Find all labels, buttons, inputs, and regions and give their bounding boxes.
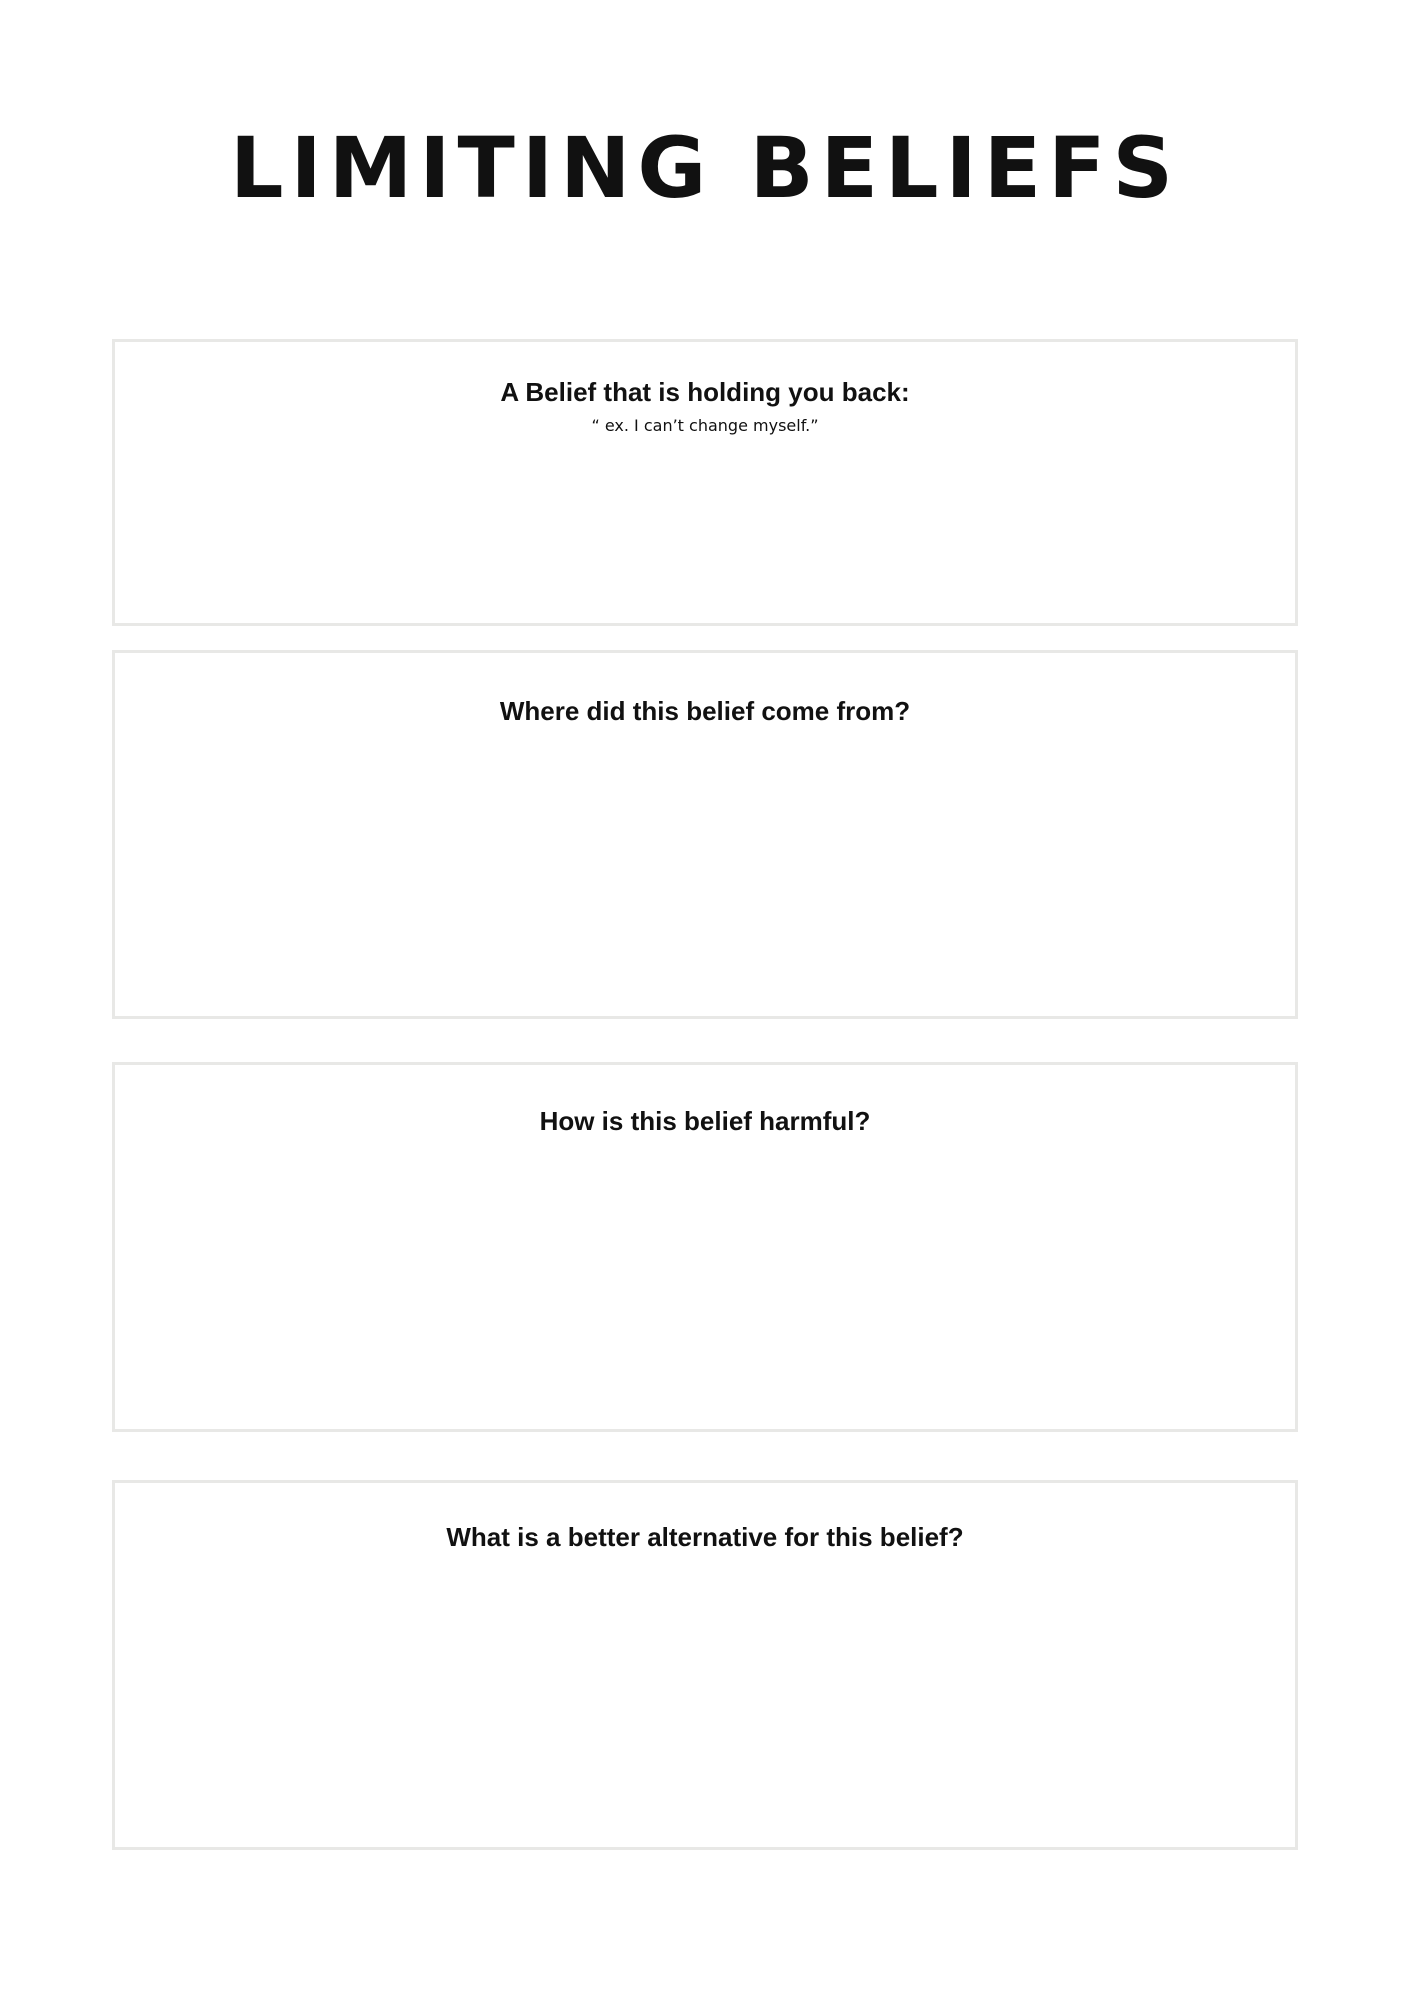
- origin-answer-area[interactable]: [135, 743, 1275, 996]
- alternative-answer-area[interactable]: [135, 1573, 1275, 1827]
- belief-question: A Belief that is holding you back:: [500, 377, 910, 407]
- harm-answer-area[interactable]: [135, 1155, 1275, 1409]
- harm-question: How is this belief harmful?: [539, 1106, 871, 1136]
- alternative-question: What is a better alternative for this belief?: [446, 1522, 964, 1552]
- belief-example: “ ex. I can’t change myself.”: [591, 416, 819, 435]
- origin-question: Where did this belief come from?: [499, 696, 911, 726]
- page-title: LIMITING BELIEFS: [229, 119, 1181, 217]
- harm-box: [112, 1062, 1298, 1432]
- origin-box: [112, 650, 1298, 1019]
- belief-box: [112, 339, 1298, 626]
- belief-answer-area[interactable]: [135, 452, 1275, 603]
- alternative-box: [112, 1480, 1298, 1850]
